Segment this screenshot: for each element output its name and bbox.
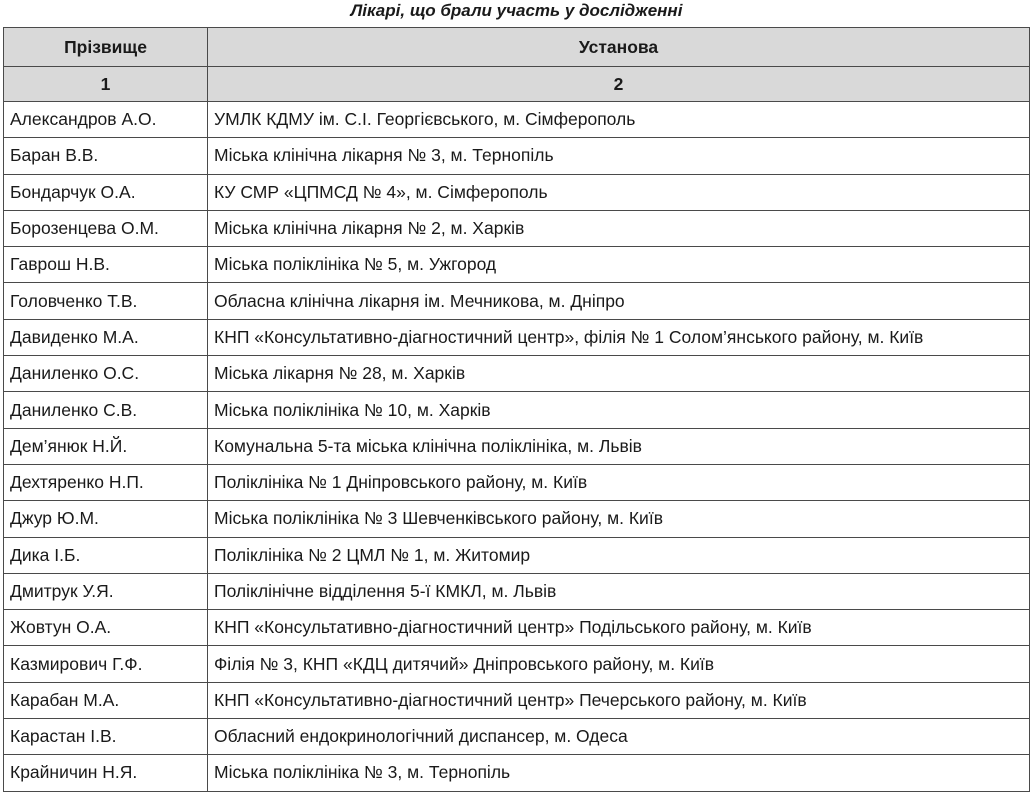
doctors-table xyxy=(3,27,1030,792)
surname-cell: Джур Ю.М. xyxy=(4,501,208,537)
table-row xyxy=(4,283,1030,319)
institution-cell: Міська клінічна лікарня № 2, м. Харків xyxy=(208,210,1030,246)
table-row xyxy=(4,392,1030,428)
surname-cell: Крайничин Н.Я. xyxy=(4,755,208,791)
institution-cell: КНП «Консультативно-діагностичний центр» Подільського району, м. Київ xyxy=(208,610,1030,646)
column-number-2: 2 xyxy=(208,67,1030,102)
table-row xyxy=(4,464,1030,500)
surname-cell: Даниленко С.В. xyxy=(4,392,208,428)
table-row xyxy=(4,210,1030,246)
surname-cell: Борозенцева О.М. xyxy=(4,210,208,246)
surname-cell: Карабан М.А. xyxy=(4,682,208,718)
table-row xyxy=(4,573,1030,609)
table-header xyxy=(4,28,1030,102)
institution-cell: Поліклінічне відділення 5-ї КМКЛ, м. Львів xyxy=(208,573,1030,609)
surname-cell: Даниленко О.С. xyxy=(4,356,208,392)
surname-cell: Бондарчук О.А. xyxy=(4,174,208,210)
table-row xyxy=(4,138,1030,174)
institution-cell: Міська поліклініка № 5, м. Ужгород xyxy=(208,247,1030,283)
institution-cell: Поліклініка № 2 ЦМЛ № 1, м. Житомир xyxy=(208,537,1030,573)
column-header-surname: Прізвище xyxy=(4,28,208,67)
table-row xyxy=(4,610,1030,646)
table-row xyxy=(4,755,1030,791)
table-row xyxy=(4,501,1030,537)
surname-cell: Давиденко М.А. xyxy=(4,319,208,355)
institution-cell: Обласний ендокринологічний диспансер, м. Одеса xyxy=(208,719,1030,755)
surname-cell: Дем’янюк Н.Й. xyxy=(4,428,208,464)
institution-cell: Міська поліклініка № 10, м. Харків xyxy=(208,392,1030,428)
surname-cell: Александров А.О. xyxy=(4,102,208,138)
surname-cell: Карастан І.В. xyxy=(4,719,208,755)
surname-cell: Дмитрук У.Я. xyxy=(4,573,208,609)
institution-cell: Філія № 3, КНП «КДЦ дитячий» Дніпровського району, м. Київ xyxy=(208,646,1030,682)
institution-cell: Поліклініка № 1 Дніпровського району, м. Київ xyxy=(208,464,1030,500)
surname-cell: Головченко Т.В. xyxy=(4,283,208,319)
institution-cell: КНП «Консультативно-діагностичний центр» Печерського району, м. Київ xyxy=(208,682,1030,718)
table-row xyxy=(4,646,1030,682)
table-row xyxy=(4,102,1030,138)
table-caption: Лікарі, що брали участь у дослідженні xyxy=(350,1,683,20)
surname-cell: Казмирович Г.Ф. xyxy=(4,646,208,682)
institution-cell: Міська лікарня № 28, м. Харків xyxy=(208,356,1030,392)
institution-cell: Міська клінічна лікарня № 3, м. Тернопіль xyxy=(208,138,1030,174)
table-row xyxy=(4,356,1030,392)
surname-cell: Дехтяренко Н.П. xyxy=(4,464,208,500)
surname-cell: Дика І.Б. xyxy=(4,537,208,573)
institution-cell: Комунальна 5-та міська клінічна поліклініка, м. Львів xyxy=(208,428,1030,464)
surname-cell: Гаврош Н.В. xyxy=(4,247,208,283)
column-number-row xyxy=(4,67,1030,102)
institution-cell: Міська поліклініка № 3 Шевченківського району, м. Київ xyxy=(208,501,1030,537)
table-row xyxy=(4,247,1030,283)
table-body xyxy=(4,102,1030,792)
table-row xyxy=(4,319,1030,355)
table-row xyxy=(4,428,1030,464)
institution-cell: УМЛК КДМУ ім. С.І. Георгієвського, м. Сімферополь xyxy=(208,102,1030,138)
column-number-1: 1 xyxy=(4,67,208,102)
table-row xyxy=(4,719,1030,755)
institution-cell: КУ СМР «ЦПМСД № 4», м. Сімферополь xyxy=(208,174,1030,210)
institution-cell: Обласна клінічна лікарня ім. Мечникова, м. Дніпро xyxy=(208,283,1030,319)
header-row xyxy=(4,28,1030,67)
surname-cell: Баран В.В. xyxy=(4,138,208,174)
table-row xyxy=(4,537,1030,573)
column-header-institution: Установа xyxy=(208,28,1030,67)
institution-cell: Міська поліклініка № 3, м. Тернопіль xyxy=(208,755,1030,791)
table-row xyxy=(4,682,1030,718)
institution-cell: КНП «Консультативно-діагностичний центр», філія № 1 Солом’янського району, м. Київ xyxy=(208,319,1030,355)
surname-cell: Жовтун О.А. xyxy=(4,610,208,646)
table-row xyxy=(4,174,1030,210)
